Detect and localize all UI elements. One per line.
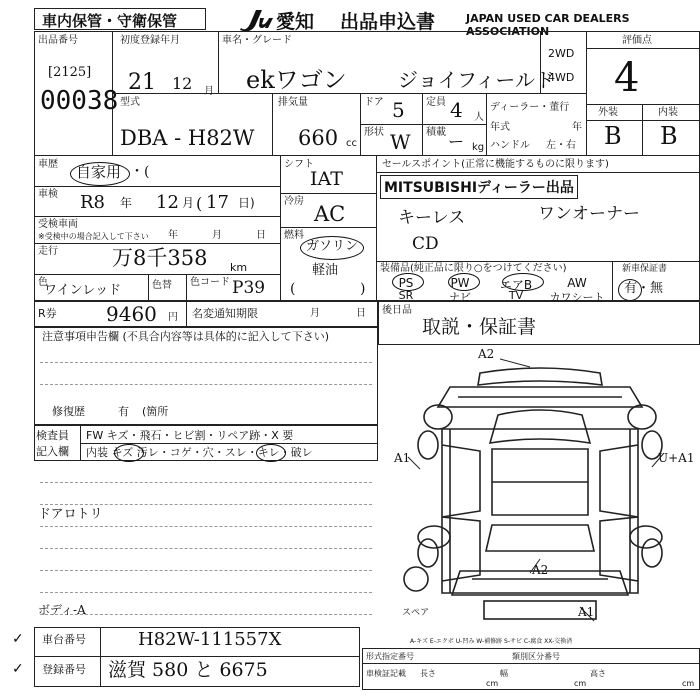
inspection-day-open: (	[196, 194, 203, 213]
car-name-label: 車名・グレード	[222, 35, 292, 46]
type-spec-label: 形式指定番号	[366, 652, 414, 661]
inspection-era: R8	[80, 192, 106, 213]
displacement-value: 660	[298, 126, 339, 150]
check-mark-2: ✓	[12, 661, 24, 677]
doc-title: 出品申込書	[340, 11, 436, 33]
car-name: ekワゴン	[246, 66, 347, 94]
color-value: ワインレッド	[44, 283, 122, 298]
spare-label: スペア	[402, 608, 430, 618]
association-name: JAPAN USED CAR DEALERS ASSOCIATION	[466, 12, 630, 38]
car-diagram	[380, 345, 700, 635]
repair-place: (箇所	[142, 405, 169, 418]
door-label: ドア	[364, 97, 384, 108]
capacity-unit: 人	[474, 112, 484, 123]
selling-point-3: CD	[412, 234, 439, 254]
dealer-warranty-label: ディーラー・董行	[490, 102, 570, 113]
inspection-month: 12	[156, 192, 179, 213]
handwritten-note-2: ボディ-A	[38, 603, 86, 617]
interior-grade: B	[660, 122, 678, 150]
dealer-year-unit: 年	[572, 122, 582, 133]
damage-mark-5: A1	[578, 605, 595, 619]
equipment-label: 装備品(純正品に限り○をつけてください)	[380, 263, 567, 274]
spec-length: 長さ	[420, 669, 436, 678]
equipment-navi: ナビ	[449, 291, 471, 304]
spec-height-cm: cm	[682, 679, 695, 688]
shape-label: 形状	[364, 127, 384, 138]
registration-month-unit: 月	[204, 86, 214, 97]
equipment-pw: PW	[450, 276, 470, 290]
model-label: 型式	[120, 97, 140, 108]
aircon-label: 冷房	[284, 196, 304, 207]
selling-point-1: キーレス	[398, 208, 466, 228]
model-code: DBA - H82W	[120, 126, 255, 150]
score-value: 4	[614, 55, 640, 101]
ps-circle	[392, 273, 424, 291]
inspection-day: 17	[206, 192, 229, 213]
history-value: 自家用	[76, 163, 122, 181]
mileage-unit: km	[230, 261, 248, 274]
exterior-grade: B	[604, 122, 622, 150]
equipment-row-2	[380, 289, 610, 304]
door-value: 5	[392, 98, 405, 122]
class-label: 類別区分番号	[512, 652, 560, 661]
diagram-legend: A-キズ E-エクボ U-凹み W-補修跡 S-サビ C-腐食 XX-交換済	[410, 638, 573, 645]
inspector-label-2: 記入欄	[36, 445, 69, 458]
pw-circle	[448, 273, 480, 291]
fuel-label: 燃料	[284, 230, 304, 241]
history-suffix: ・(	[130, 164, 150, 180]
interior-wear-circle	[256, 444, 286, 462]
interior-label: 内装	[658, 107, 678, 118]
recycle-label: R券	[38, 307, 57, 320]
warranty-yes-circle	[618, 279, 642, 301]
exterior-label: 外装	[598, 107, 618, 118]
registration-label: 初度登録年月	[120, 35, 180, 46]
inspection-label: 車検	[38, 189, 58, 200]
shape-value: W	[390, 130, 411, 154]
capacity-value: 4	[450, 98, 463, 122]
color-change-label: 色替	[152, 280, 172, 291]
damage-mark-2: A1	[394, 451, 411, 465]
chassis-label: 車台番号	[42, 633, 86, 646]
lot-number: 00038	[40, 86, 119, 116]
name-change-month: 月	[310, 308, 320, 319]
spec-width-cm: cm	[574, 679, 587, 688]
shift-value: IAT	[310, 168, 343, 190]
color-code-label: 色コード	[190, 277, 230, 288]
check-mark-1: ✓	[12, 631, 24, 647]
equipment-leather: カワシート	[549, 291, 605, 304]
cert-label: 車検証記載	[366, 669, 406, 678]
car-diagram-svg	[380, 345, 700, 635]
recycle-unit: 円	[168, 312, 178, 323]
recycle-value: 9460	[106, 302, 157, 326]
repair-yes: 有	[118, 405, 129, 418]
load-value: ー	[448, 132, 465, 151]
two-wd: 2WD	[548, 47, 575, 60]
name-change-day: 日	[356, 308, 366, 319]
fuel-paren-open: (	[290, 281, 296, 297]
spec-width: 幅	[500, 669, 508, 678]
damage-mark-4: A2	[532, 563, 549, 577]
lot-label: 出品番号	[38, 35, 78, 46]
inspection-month-unit: 月	[182, 196, 195, 210]
handwritten-note-1: ドアロトリ	[38, 507, 103, 522]
damage-mark-1: A2	[478, 347, 495, 361]
equipment-tv: TV	[508, 289, 524, 302]
fuel-gasoline: ガソリン	[306, 239, 359, 254]
lot-sub-number: [2125]	[48, 65, 92, 80]
four-wd: 4WD	[548, 71, 575, 84]
equipment-sr: SR	[398, 289, 414, 302]
plate-label: 登録番号	[42, 663, 86, 676]
acceptance-month-unit: 月	[212, 230, 222, 241]
warranty-options: 有・無	[624, 281, 664, 296]
dealer-line: MITSUBISHIディーラー出品	[380, 175, 578, 199]
ju-logo-mark	[238, 6, 278, 32]
logo-region: 愛知	[276, 11, 315, 33]
color-label: 色	[38, 277, 48, 288]
selling-point-2: ワンオーナー	[538, 204, 640, 224]
car-grade: ジョイフィールド	[398, 68, 555, 92]
inspector-row-1: FW キズ・飛石・ヒビ割・リペア跡・X 要	[86, 429, 294, 442]
registration-month: 12	[172, 74, 193, 93]
load-unit: kg	[472, 142, 485, 153]
registration-year: 21	[128, 70, 156, 95]
spec-length-cm: cm	[486, 679, 499, 688]
repair-label: 修復歴	[52, 405, 85, 418]
history-label: 車歴	[38, 159, 58, 170]
warranty-label: 新車保証書	[622, 264, 668, 274]
fuel-diesel: 軽油	[312, 263, 339, 278]
notes-label: 注意事項申告欄 (不具合内容等は具体的に記入して下さい)	[42, 330, 330, 343]
cc-unit: cc	[346, 138, 357, 149]
ju-logo	[238, 6, 278, 32]
mileage-label: 走行	[38, 246, 58, 257]
fuel-paren-close: )	[360, 281, 366, 297]
load-label: 積載	[426, 127, 446, 138]
handle-label: ハンドル	[490, 140, 530, 151]
shift-label: シフト	[284, 159, 314, 170]
plate-value: 滋賀 580 と 6675	[108, 659, 268, 681]
name-change-label: 名変通知期限	[192, 307, 258, 320]
spec-height: 高さ	[590, 669, 606, 678]
score-label: 評価点	[622, 35, 652, 46]
color-code: P39	[232, 278, 266, 298]
selling-points-label: セールスポイント(正常に機能するものに限ります)	[382, 159, 609, 170]
chassis-value: H82W-111557X	[138, 629, 282, 650]
handle-options: 左・右	[546, 140, 576, 151]
acceptance-day-unit: 日	[256, 230, 266, 241]
interior-scratch-circle	[114, 444, 144, 462]
dealer-year-label: 年式	[490, 122, 510, 133]
inspection-day-unit: 日)	[238, 196, 255, 210]
aircon-value: AC	[314, 202, 346, 226]
damage-mark-3: U+A1	[658, 451, 695, 465]
equipment-ps: PS	[398, 276, 414, 290]
documents-value: 取説・保証書	[422, 316, 537, 338]
storage-note: 車内保管・守衛保管	[42, 12, 178, 30]
documents-label: 後日品	[382, 305, 412, 316]
acceptance-note: ※受検中の場合記入して下さい	[38, 232, 149, 241]
capacity-label: 定員	[426, 97, 446, 108]
inspection-year-unit: 年	[120, 196, 133, 210]
acceptance-year-unit: 年	[168, 230, 178, 241]
acceptance-label: 受検車両	[38, 219, 78, 230]
mileage-value: 万8千358	[112, 246, 208, 270]
equipment-airbag: エアB	[499, 278, 533, 292]
inspector-row-2: 内装 キズ 汚レ・コゲ・穴・スレ・キレ・破レ	[86, 446, 313, 459]
airbag-circle	[502, 273, 544, 291]
displacement-label: 排気量	[278, 97, 308, 108]
inspector-label-1: 検査員	[36, 429, 69, 442]
equipment-aw: AW	[567, 276, 587, 290]
